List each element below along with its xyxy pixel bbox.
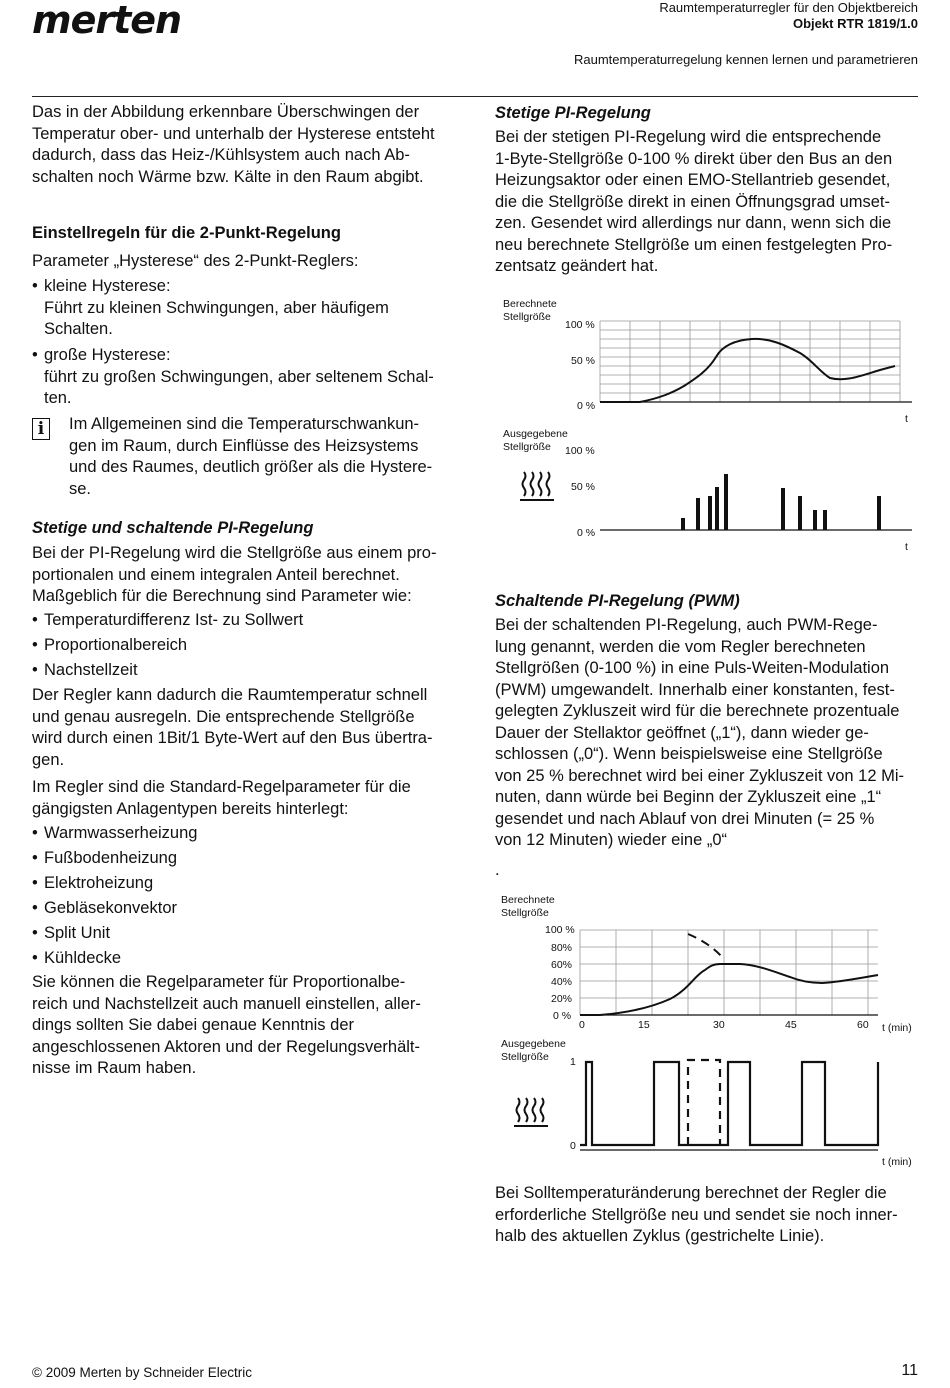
- d2-ytick-100: 100 %: [545, 924, 575, 936]
- heading-stetige-pi: Stetige PI-Regelung: [495, 104, 651, 122]
- heading-stetige-schaltende: Stetige und schaltende PI-Regelung: [32, 519, 314, 537]
- d2-label-out-2: Stellgröße: [501, 1051, 549, 1063]
- header-product: Objekt RTR 1819/1.0: [793, 16, 918, 31]
- setpoint-change-paragraph: Bei Solltemperaturänderung berechnet der Regler die erforderliche Stellgröße neu und sendet sie noch inner- halb des aktuellen Zyklus (gestrichelte Linie).: [495, 1184, 898, 1245]
- d2-xtick-30: 30: [713, 1019, 725, 1031]
- system-type-list: • Warmwasserheizung • Fußbodenheizung • Elektroheizung • Gebläsekonvektor • Split Unit • Kühldecke: [32, 824, 198, 967]
- regler-paragraph: Der Regler kann dadurch die Raumtemperatur schnell und genau ausregeln. Die entsprechende Stellgröße wird durch einen 1Bit/1 Byte-Wert auf den Bus übertra- gen.: [32, 686, 433, 769]
- d2-ytick-20: 20%: [551, 993, 573, 1005]
- d1-label-out-2: Stellgröße: [503, 441, 551, 453]
- d1-tick-0-top: 0 %: [577, 400, 596, 412]
- info-icon: i: [32, 418, 50, 440]
- d1-t-bottom: t: [905, 541, 908, 553]
- d2-ytick-80: 80%: [551, 942, 573, 954]
- d2-pwm-signal: [580, 1062, 878, 1145]
- d1-tick-50-top: 50 %: [571, 355, 595, 367]
- d2-label-calc-1: Berechnete: [501, 894, 555, 906]
- d2-ytick-60: 60%: [551, 959, 573, 971]
- d2-label-out-1: Ausgegebene: [501, 1038, 566, 1050]
- d2-xunit-bottom: t (min): [882, 1156, 912, 1168]
- d2-level-one: 1: [570, 1056, 576, 1068]
- parameter-list: • Temperaturdifferenz Ist- zu Sollwert • Proportionalbereich • Nachstellzeit: [32, 611, 304, 679]
- header-doc-title: Raumtemperaturregler für den Objektbereich: [659, 0, 918, 15]
- d2-xtick-60: 60: [857, 1019, 869, 1031]
- d2-ytick-0: 0 %: [553, 1010, 572, 1022]
- pwm-paragraph: Bei der schaltenden PI-Regelung, auch PWM-Rege- lung genannt, werden die vom Regler berechneten Stellgrößen (0-100 %) in eine Puls-Weiten-Modulation (PWM) umgewandelt. Innerhalb einer konstanten, fest- gelegten Zykluszeit wird für die berechnete prozentuale Dauer der Stellaktor geöffnet („1“), dann wieder ge- schlossen („0“). Wenn beispielsweise eine Stellgröße von 25 % berechnet wird bei einer Zykluszeit von 12 Mi- nuten, dann würde bei Beginn der Zykluszeit eine „1“ gesendet und nach Ablauf von drei Minuten (= 25 % von 12 Minuten) wieder eine „0“: [495, 616, 905, 849]
- d2-setpoint-dashed-curve: [688, 934, 722, 957]
- info-note: i Im Allgemeinen sind die Temperaturschwankun- gen im Raum, durch Einflüsse des Heizsystems und des Raumes, deutlich größer als die Hystere- se.: [32, 414, 456, 500]
- d2-xtick-0: 0: [579, 1019, 585, 1031]
- pi-paragraph: Bei der PI-Regelung wird die Stellgröße aus einem pro- portionalen und einem integralen Anteil berechnet. Maßgeblich für die Berechnung sind Parameter wie:: [32, 544, 437, 605]
- heading-schaltende-pwm: Schaltende PI-Regelung (PWM): [495, 592, 740, 610]
- d2-pwm-dashed-signal: [688, 1060, 720, 1145]
- manual-params-paragraph: Sie können die Regelparameter für Proportionalbe- reich und Nachstellzeit auch manuell einstellen, aller- dings sollten Sie dabei genaue Kenntnis der angeschlossenen Aktoren und der Regelungsverhält- nisse im Raum haben.: [32, 973, 421, 1077]
- standard-params-paragraph: Im Regler sind die Standard-Regelparameter für die gängigsten Anlagentypen bereits hinterlegt:: [32, 778, 411, 818]
- intro-paragraph: Das in der Abbildung erkennbare Überschwingen der Temperatur ober- und unterhalb der Hysterese entsteht dadurch, dass das Heiz-/Kühlsystem auch nach Ab- schalten noch Wärme bzw. Kälte in den Raum abgibt.: [32, 103, 435, 186]
- d1-tick-100-bottom: 100 %: [565, 445, 595, 457]
- d2-ytick-40: 40%: [551, 976, 573, 988]
- d1-tick-50-bottom: 50 %: [571, 481, 595, 493]
- bullet-small-hysteresis: • kleine Hysterese: Führt zu kleinen Schwingungen, aber häufigem Schalten.: [32, 277, 389, 338]
- merten-logo: merten: [32, 0, 182, 42]
- d2-level-zero: 0: [570, 1140, 576, 1152]
- stetige-paragraph: Bei der stetigen PI-Regelung wird die entsprechende 1-Byte-Stellgröße 0-100 % direkt über den Bus an den Heizungsaktor oder einen EMO-Stellantrieb gesendet, die die Stellgröße direkt in einen Öffnungsgrad umset- zen. Gesendet wird allerdings nur dann, wenn sich die neu berechnete Stellgröße um einen festgelegten Pro- zentsatz geändert hat.: [495, 128, 893, 275]
- d1-tick-100-top: 100 %: [565, 319, 595, 331]
- d2-xtick-15: 15: [638, 1019, 650, 1031]
- footer-copyright: © 2009 Merten by Schneider Electric: [32, 1365, 253, 1380]
- d2-grid: [580, 930, 878, 1015]
- header-section: Raumtemperaturregelung kennen lernen und parametrieren: [574, 52, 918, 67]
- parameter-line: Parameter „Hysterese“ des 2-Punkt-Reglers:: [32, 252, 359, 270]
- d1-label-calc-1: Berechnete: [503, 298, 557, 310]
- d1-t-top: t: [905, 413, 908, 425]
- d2-label-calc-2: Stellgröße: [501, 907, 549, 919]
- page-number: 11: [901, 1362, 918, 1379]
- d2-calculated-curve: [580, 964, 878, 1015]
- d1-tick-0-bottom: 0 %: [577, 527, 596, 539]
- heading-einstellregeln: Einstellregeln für die 2-Punkt-Regelung: [32, 224, 341, 242]
- bullet-large-hysteresis: • große Hysterese: führt zu großen Schwingungen, aber seltenem Schal- ten.: [32, 346, 434, 407]
- d1-label-calc-2: Stellgröße: [503, 311, 551, 323]
- d2-xtick-45: 45: [785, 1019, 797, 1031]
- d2-heating-icon: [514, 1098, 548, 1126]
- d1-label-out-1: Ausgegebene: [503, 428, 568, 440]
- stray-period: .: [495, 861, 500, 879]
- d2-xunit: t (min): [882, 1022, 912, 1034]
